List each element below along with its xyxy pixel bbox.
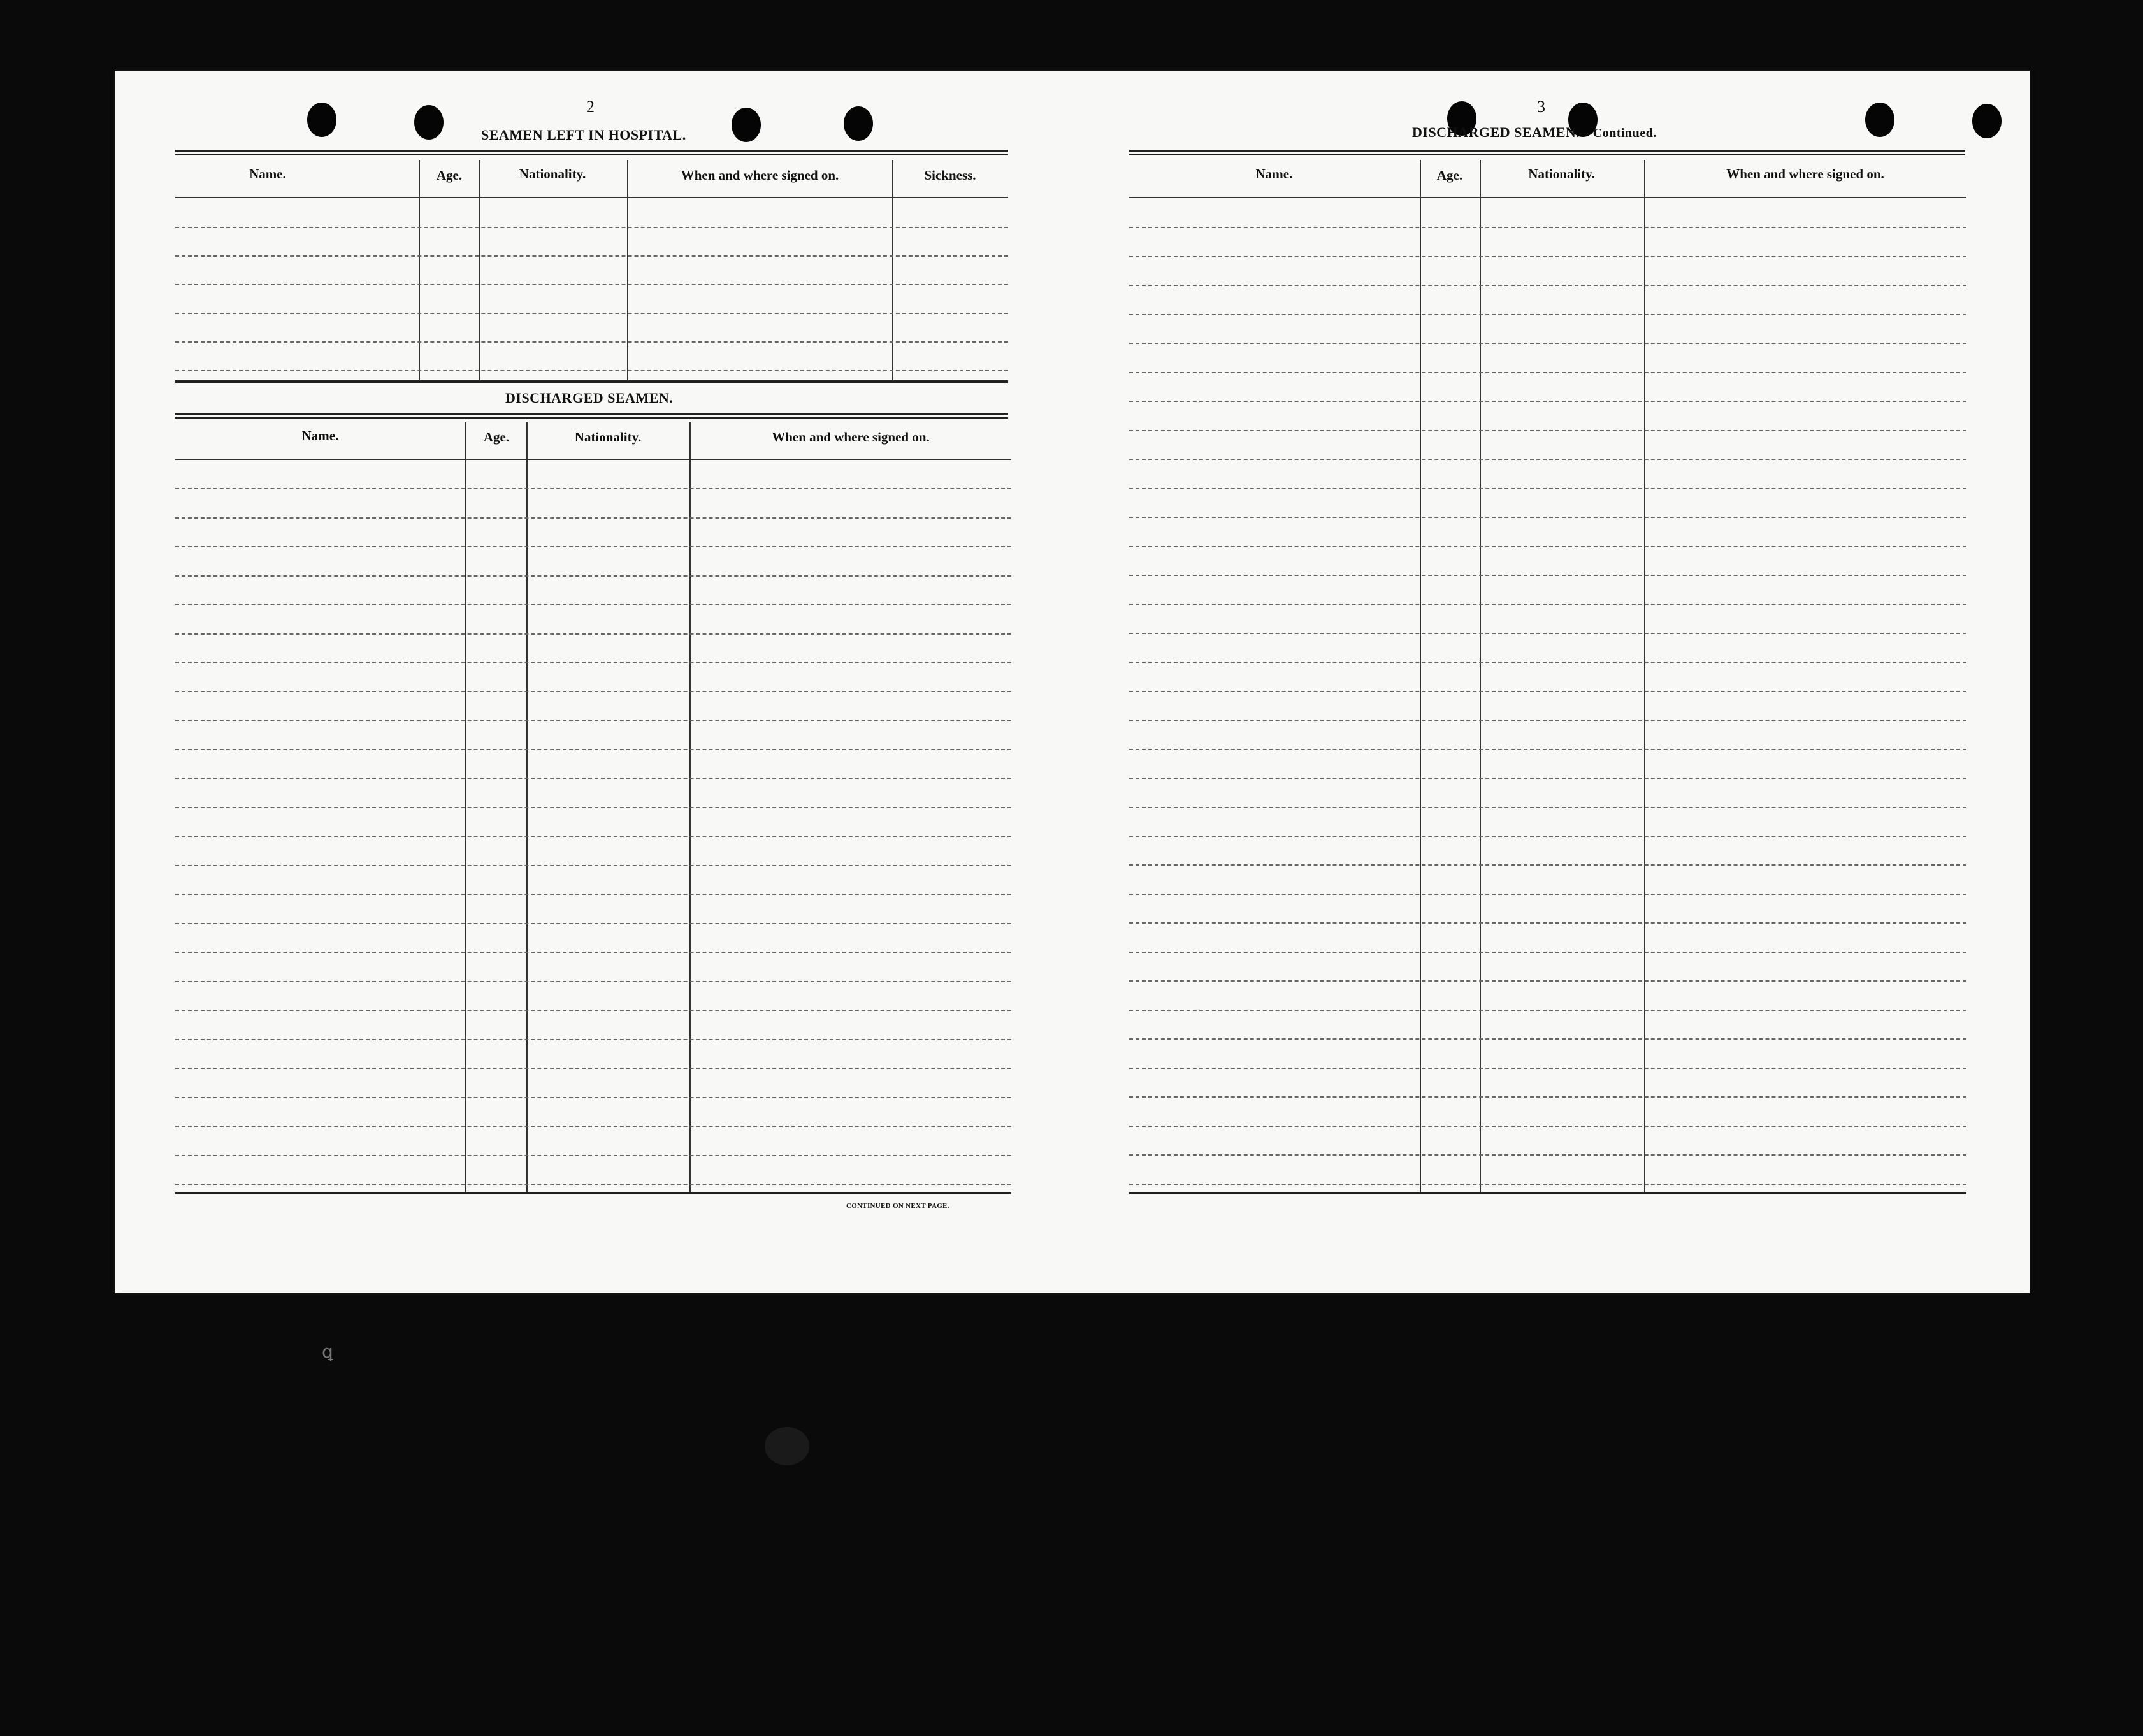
discharged-cont-row-line xyxy=(1129,546,1966,547)
discharged-row-line xyxy=(175,691,1011,692)
discharged-cont-row-line xyxy=(1129,778,1966,779)
discharged-row-line xyxy=(175,604,1011,605)
hospital-row-line xyxy=(175,227,1008,228)
discharged-cont-row-line xyxy=(1129,952,1966,953)
hospital-column-divider xyxy=(627,160,628,380)
discharged-cont-row-line xyxy=(1129,343,1966,344)
discharged-row-line xyxy=(175,1126,1011,1127)
right-col-name: Name. xyxy=(1255,166,1293,182)
discharged-row-line xyxy=(175,981,1011,982)
discharged-row-line xyxy=(175,517,1011,519)
discharged-row-line xyxy=(175,633,1011,635)
discharged-cont-row-line xyxy=(1129,1068,1966,1069)
discharged-cont-row-line xyxy=(1129,1184,1966,1185)
discharged-row-line xyxy=(175,1010,1011,1011)
discharged-row-line xyxy=(175,1184,1011,1185)
right-section-title xyxy=(1412,124,1657,141)
discharged-cont-row-line xyxy=(1129,575,1966,576)
page-number-left: 2 xyxy=(586,97,595,116)
discharged-row-line xyxy=(175,662,1011,663)
discharged-cont-row-line xyxy=(1129,1010,1966,1011)
discharged-row-line xyxy=(175,575,1011,577)
discharged-cont-row-line xyxy=(1129,256,1966,257)
hospital-col-name: Name. xyxy=(249,166,286,182)
continued-footer: CONTINUED ON NEXT PAGE. xyxy=(846,1202,949,1210)
discharged-cont-row-line xyxy=(1129,980,1966,982)
background-speck xyxy=(765,1427,809,1465)
discharged-cont-row-line xyxy=(1129,314,1966,315)
hospital-bottom-rule xyxy=(175,380,1008,383)
punch-hole xyxy=(414,105,444,140)
discharged-cont-row-line xyxy=(1129,864,1966,866)
discharged-col-nationality: Nationality. xyxy=(574,429,642,445)
discharged-row-line xyxy=(175,1068,1011,1069)
punch-hole xyxy=(844,106,873,141)
hospital-col-nationality: Nationality. xyxy=(519,166,586,182)
discharged-cont-header-rule xyxy=(1129,197,1966,198)
right-col-when-where: When and where signed on. xyxy=(1726,166,1884,182)
discharged-cont-row-line xyxy=(1129,604,1966,605)
discharged-cont-bottom-rule xyxy=(1129,1192,1966,1194)
discharged-cont-row-line xyxy=(1129,633,1966,634)
hospital-row-line xyxy=(175,284,1008,285)
discharged-row-line xyxy=(175,1155,1011,1156)
punch-hole xyxy=(307,103,336,137)
discharged-row-line xyxy=(175,1097,1011,1098)
hospital-column-divider xyxy=(479,160,480,380)
discharged-cont-row-line xyxy=(1129,662,1966,663)
discharged-cont-row-line xyxy=(1129,749,1966,750)
hospital-row-line xyxy=(175,255,1008,257)
discharged-col-when-where: When and where signed on. xyxy=(772,429,930,445)
discharged-row-line xyxy=(175,894,1011,895)
document-sheet xyxy=(115,71,2030,1293)
hospital-header-rule xyxy=(175,197,1008,198)
discharged-cont-row-line xyxy=(1129,894,1966,895)
hospital-row-line xyxy=(175,313,1008,314)
discharged-cont-row-line xyxy=(1129,401,1966,402)
discharged-cont-row-line xyxy=(1129,372,1966,373)
right-title-rule xyxy=(1129,150,1965,155)
discharged-cont-row-line xyxy=(1129,720,1966,721)
discharged-row-line xyxy=(175,749,1011,750)
discharged-row-line xyxy=(175,720,1011,721)
hospital-row-line xyxy=(175,341,1008,343)
discharged-row-line xyxy=(175,836,1011,837)
discharged-col-name: Name. xyxy=(301,428,339,443)
punch-hole xyxy=(1972,104,2002,138)
punch-hole xyxy=(1865,103,1894,137)
discharged-section-title: DISCHARGED SEAMEN. xyxy=(505,390,674,406)
discharged-cont-row-line xyxy=(1129,1154,1966,1156)
discharged-cont-row-line xyxy=(1129,922,1966,924)
discharged-header-rule xyxy=(175,459,1011,460)
discharged-row-line xyxy=(175,807,1011,808)
discharged-row-line xyxy=(175,952,1011,953)
discharged-bottom-rule xyxy=(175,1192,1011,1194)
discharged-row-line xyxy=(175,865,1011,866)
discharged-row-line xyxy=(175,778,1011,779)
punch-hole xyxy=(732,108,761,142)
discharged-row-line xyxy=(175,546,1011,547)
discharged-col-age: Age. xyxy=(483,429,510,445)
right-col-age: Age. xyxy=(1436,168,1463,183)
discharged-cont-row-line xyxy=(1129,1096,1966,1098)
discharged-cont-row-line xyxy=(1129,1126,1966,1127)
right-title-continued: —Continued. xyxy=(1580,126,1657,140)
hospital-title-rule xyxy=(175,150,1008,155)
page-number-right: 3 xyxy=(1537,97,1545,116)
discharged-cont-row-line xyxy=(1129,488,1966,489)
discharged-row-line xyxy=(175,488,1011,489)
hospital-column-divider xyxy=(892,160,893,380)
discharged-cont-row-line xyxy=(1129,459,1966,460)
discharged-cont-row-line xyxy=(1129,285,1966,286)
hospital-col-when-where: When and where signed on. xyxy=(681,168,839,183)
hospital-col-sickness: Sickness. xyxy=(924,168,976,183)
right-col-nationality: Nationality. xyxy=(1528,166,1595,182)
discharged-cont-row-line xyxy=(1129,807,1966,808)
background-mark: ꝗ xyxy=(322,1341,333,1362)
hospital-col-age: Age. xyxy=(436,168,463,183)
hospital-row-line xyxy=(175,370,1008,371)
discharged-title-rule xyxy=(175,413,1008,419)
discharged-row-line xyxy=(175,923,1011,924)
hospital-section-title: SEAMEN LEFT IN HOSPITAL. xyxy=(481,127,686,143)
discharged-cont-row-line xyxy=(1129,691,1966,692)
discharged-cont-row-line xyxy=(1129,1038,1966,1040)
discharged-cont-row-line xyxy=(1129,517,1966,518)
discharged-cont-row-line xyxy=(1129,430,1966,431)
hospital-column-divider xyxy=(419,160,420,380)
discharged-cont-row-line xyxy=(1129,836,1966,837)
right-title-main: DISCHARGED SEAMEN. xyxy=(1412,124,1580,140)
discharged-cont-row-line xyxy=(1129,227,1966,228)
discharged-row-line xyxy=(175,1039,1011,1040)
